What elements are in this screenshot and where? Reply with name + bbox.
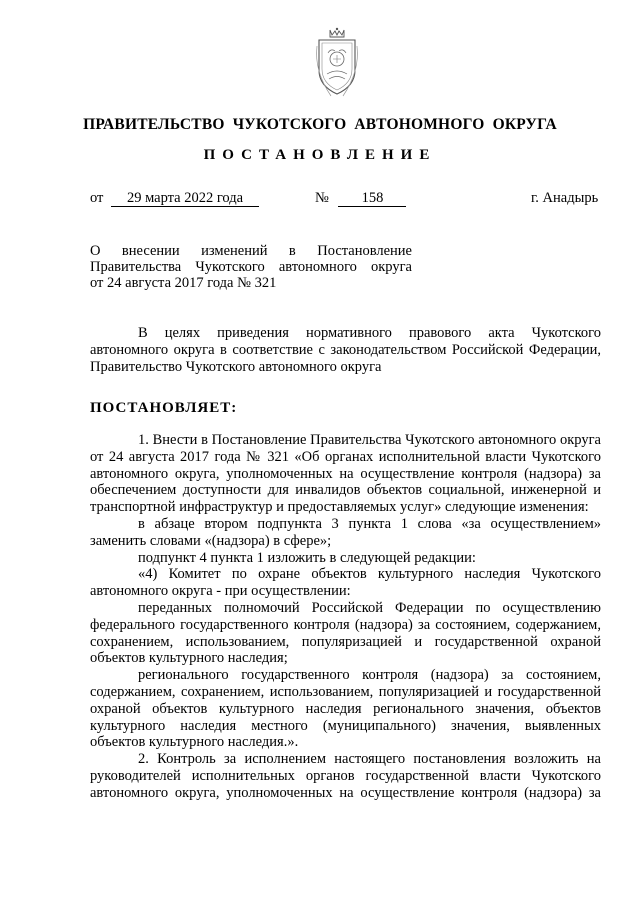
subject-line: О внесении изменений в Постановление <box>90 243 412 259</box>
number-field <box>315 190 406 207</box>
decree-body <box>90 432 601 802</box>
paragraph: в абзаце втором подпункта 3 пункта 1 слова «за осуществлением» заменить словами «(надзора) в сфере»; <box>90 515 601 549</box>
paragraph: регионального государственного контроля (надзора) за состоянием, содержанием, сохранением, использованием, популяризацией и государственной охраной объектов культурного наследия регионального значения, объектов культурного наследия местного (муниципального) значения, выявленных объектов культурного наследия.». <box>90 667 601 751</box>
paragraph: переданных полномочий Российской Федерации по осуществлению федерального государственного контроля (надзора) за состоянием, содержанием, сохранением, использованием, популяризацией и государственной охраной объектов культурного наследия; <box>90 599 601 667</box>
paragraph: подпункт 4 пункта 1 изложить в следующей редакции: <box>138 549 476 566</box>
subject-line: Правительства Чукотского автономного округа <box>90 259 412 275</box>
document-subject <box>90 243 412 291</box>
coat-of-arms-emblem <box>313 26 361 102</box>
document-type-heading: ПОСТАНОВЛЕНИЕ <box>203 147 437 163</box>
date-field <box>90 190 259 207</box>
preamble-text: В целях приведения нормативного правового акта Чукотского автономного округа в соответствие с законодательством Российской Федерации, Правительство Чукотского автономного округа <box>90 325 601 375</box>
number-sign: № <box>315 190 329 206</box>
paragraph: 1. Внести в Постановление Правительства Чукотского автономного округа от 24 августа 2017 года № 321 «Об органах исполнительной власти Чукотского автономного округа, уполномоченных на осуществление контроля (надзора) за обеспечением доступности для инвалидов объектов социальной, инженерной и транспортной инфраструктур и предоставляемых услуг» следующие изменения: <box>90 432 601 516</box>
paragraph: «4) Комитет по охране объектов культурного наследия Чукотского автономного округа - при осуществлении: <box>90 566 601 600</box>
decree-heading: ПОСТАНОВЛЯЕТ: <box>90 400 238 416</box>
subject-line: от 24 августа 2017 года № 321 <box>90 275 277 291</box>
document-date: 29 марта 2022 года <box>111 191 259 207</box>
city-label: г. Анадырь <box>531 190 599 206</box>
document-number: 158 <box>338 191 406 207</box>
government-title: ПРАВИТЕЛЬСТВО ЧУКОТСКОГО АВТОНОМНОГО ОКРУГА <box>83 116 557 133</box>
paragraph: 2. Контроль за исполнением настоящего постановления возложить на руководителей исполнительных органов государственной власти Чукотского автономного округа, уполномоченных на осуществление контроля (надзора) за <box>90 751 601 801</box>
date-prefix: от <box>90 190 104 206</box>
preamble-block <box>90 325 601 375</box>
